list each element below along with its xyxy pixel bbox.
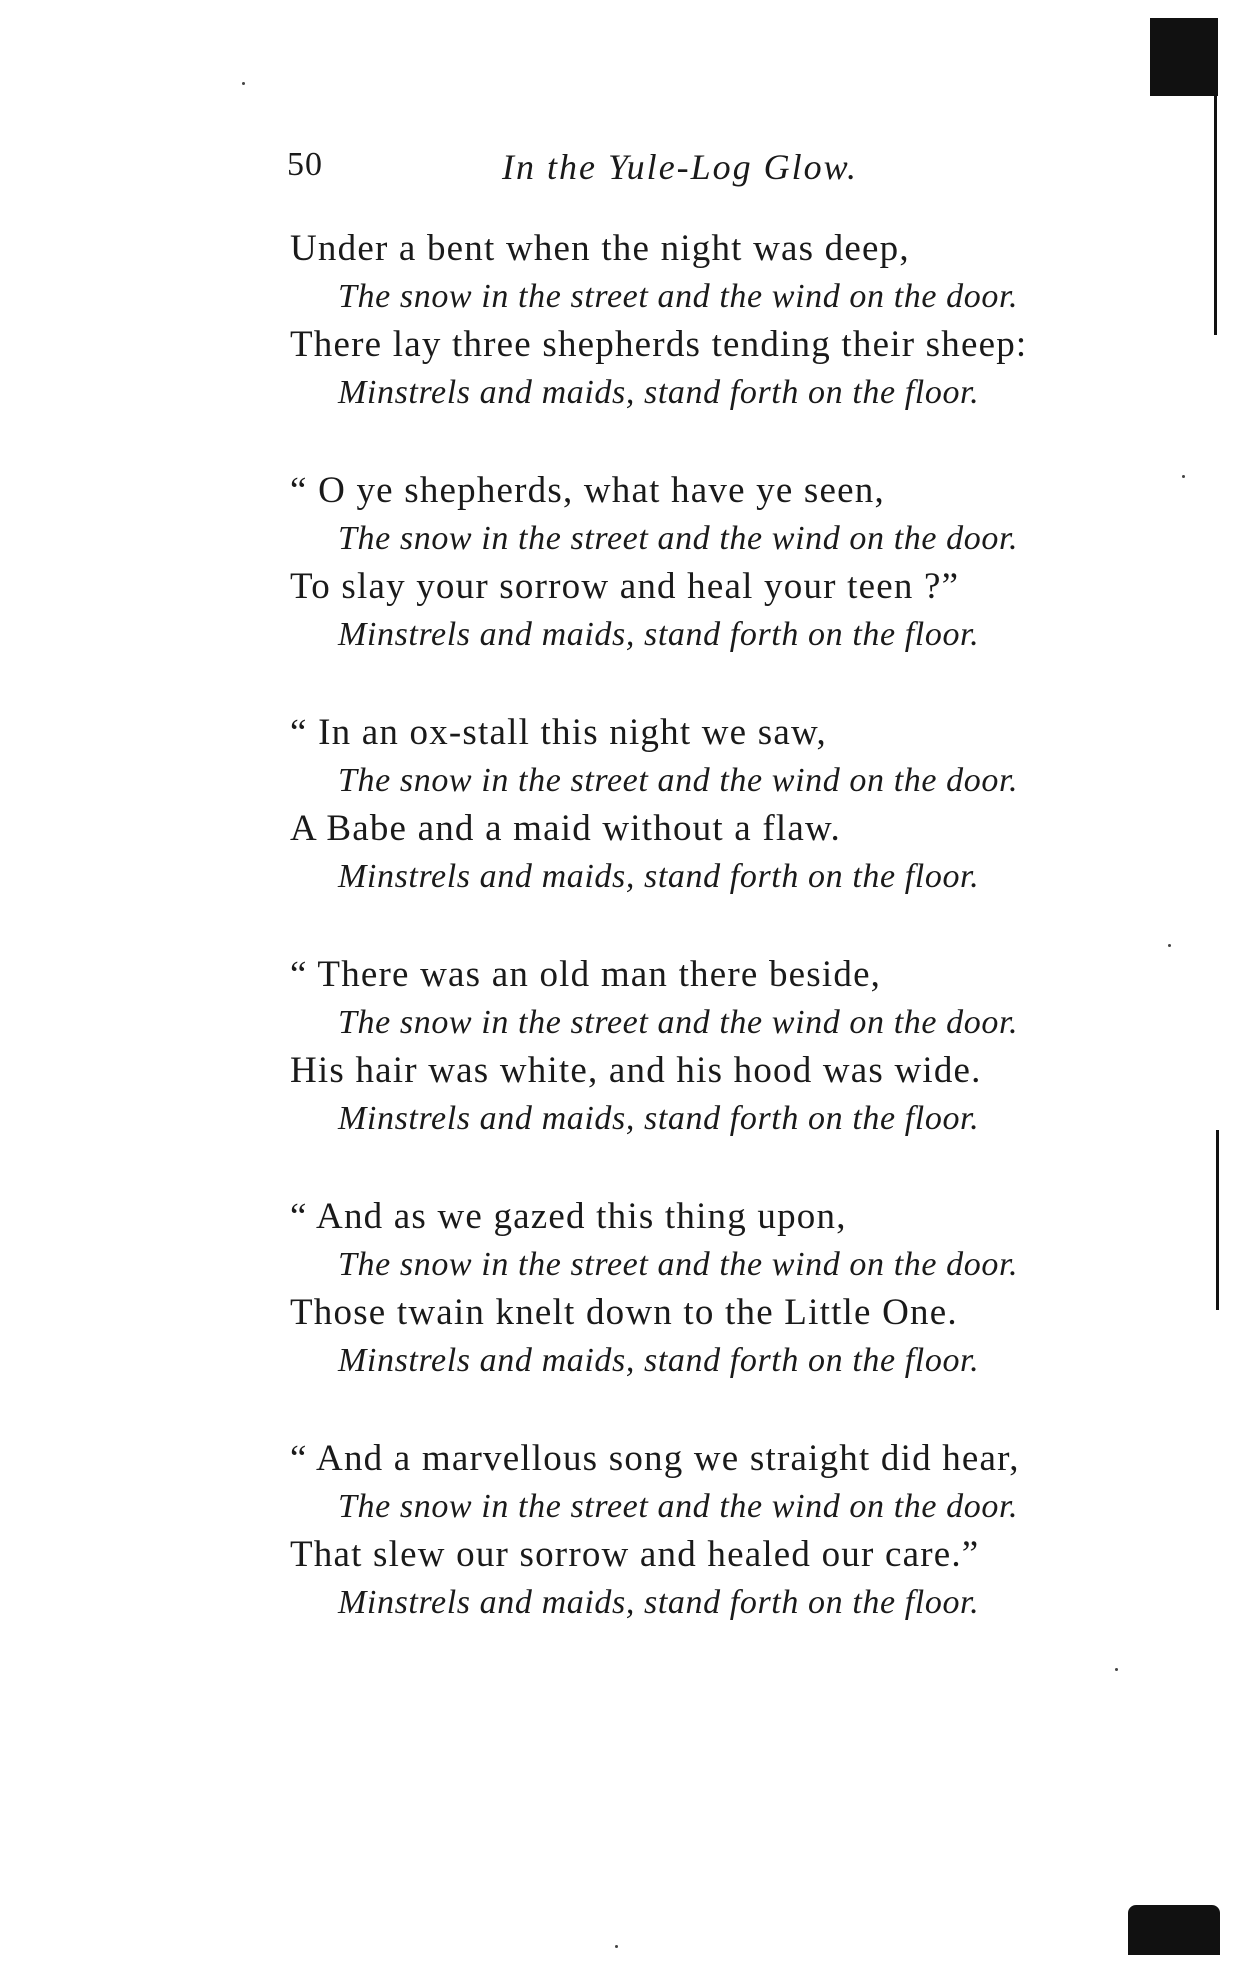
verse-line: Those twain knelt down to the Little One. [290, 1292, 958, 1333]
scan-edge-line-top [1214, 90, 1217, 335]
refrain-line: The snow in the street and the wind on the door. [338, 1246, 1019, 1283]
poem [290, 225, 1150, 1677]
verse-line: To slay your sorrow and heal your teen ?” [290, 566, 960, 607]
refrain-line: Minstrels and maids, stand forth on the floor. [338, 1100, 980, 1137]
stanza [290, 1435, 1150, 1627]
verse-line: “ There was an old man there beside, [290, 954, 882, 995]
refrain-line: Minstrels and maids, stand forth on the floor. [338, 858, 980, 895]
verse-line: There lay three shepherds tending their sheep: [290, 324, 1028, 365]
verse-line: “ In an ox-stall this night we saw, [290, 712, 827, 753]
verse-line: Under a bent when the night was deep, [290, 228, 910, 269]
refrain-line: Minstrels and maids, stand forth on the floor. [338, 616, 980, 653]
refrain-line: The snow in the street and the wind on the door. [338, 1488, 1019, 1525]
stanza [290, 1193, 1150, 1385]
scan-edge-mark-bottom [1128, 1905, 1220, 1955]
verse-line: “ And a marvellous song we straight did hear, [290, 1438, 1020, 1479]
page-number: 50 [287, 146, 323, 183]
verse-line: “ O ye shepherds, what have ye seen, [290, 470, 885, 511]
refrain-line: The snow in the street and the wind on the door. [338, 1004, 1019, 1041]
stanza [290, 467, 1150, 659]
refrain-line: Minstrels and maids, stand forth on the floor. [338, 374, 980, 411]
scan-speck [615, 1945, 618, 1948]
refrain-line: The snow in the street and the wind on the door. [338, 762, 1019, 799]
verse-line: A Babe and a maid without a flaw. [290, 808, 841, 849]
running-title: In the Yule-Log Glow. [502, 147, 859, 187]
refrain-line: Minstrels and maids, stand forth on the floor. [338, 1584, 980, 1621]
refrain-line: Minstrels and maids, stand forth on the floor. [338, 1342, 980, 1379]
stanza [290, 225, 1150, 417]
page-header [287, 146, 1047, 196]
scan-speck [242, 82, 245, 85]
stanza [290, 951, 1150, 1143]
scan-edge-mark-top [1150, 18, 1218, 96]
refrain-line: The snow in the street and the wind on the door. [338, 520, 1019, 557]
scan-speck [1182, 475, 1185, 478]
scan-edge-line-middle [1216, 1130, 1219, 1310]
verse-line: That slew our sorrow and healed our care.” [290, 1534, 980, 1575]
scan-speck [1168, 944, 1171, 947]
verse-line: “ And as we gazed this thing upon, [290, 1196, 847, 1237]
refrain-line: The snow in the street and the wind on the door. [338, 278, 1019, 315]
verse-line: His hair was white, and his hood was wide. [290, 1050, 982, 1091]
stanza [290, 709, 1150, 901]
